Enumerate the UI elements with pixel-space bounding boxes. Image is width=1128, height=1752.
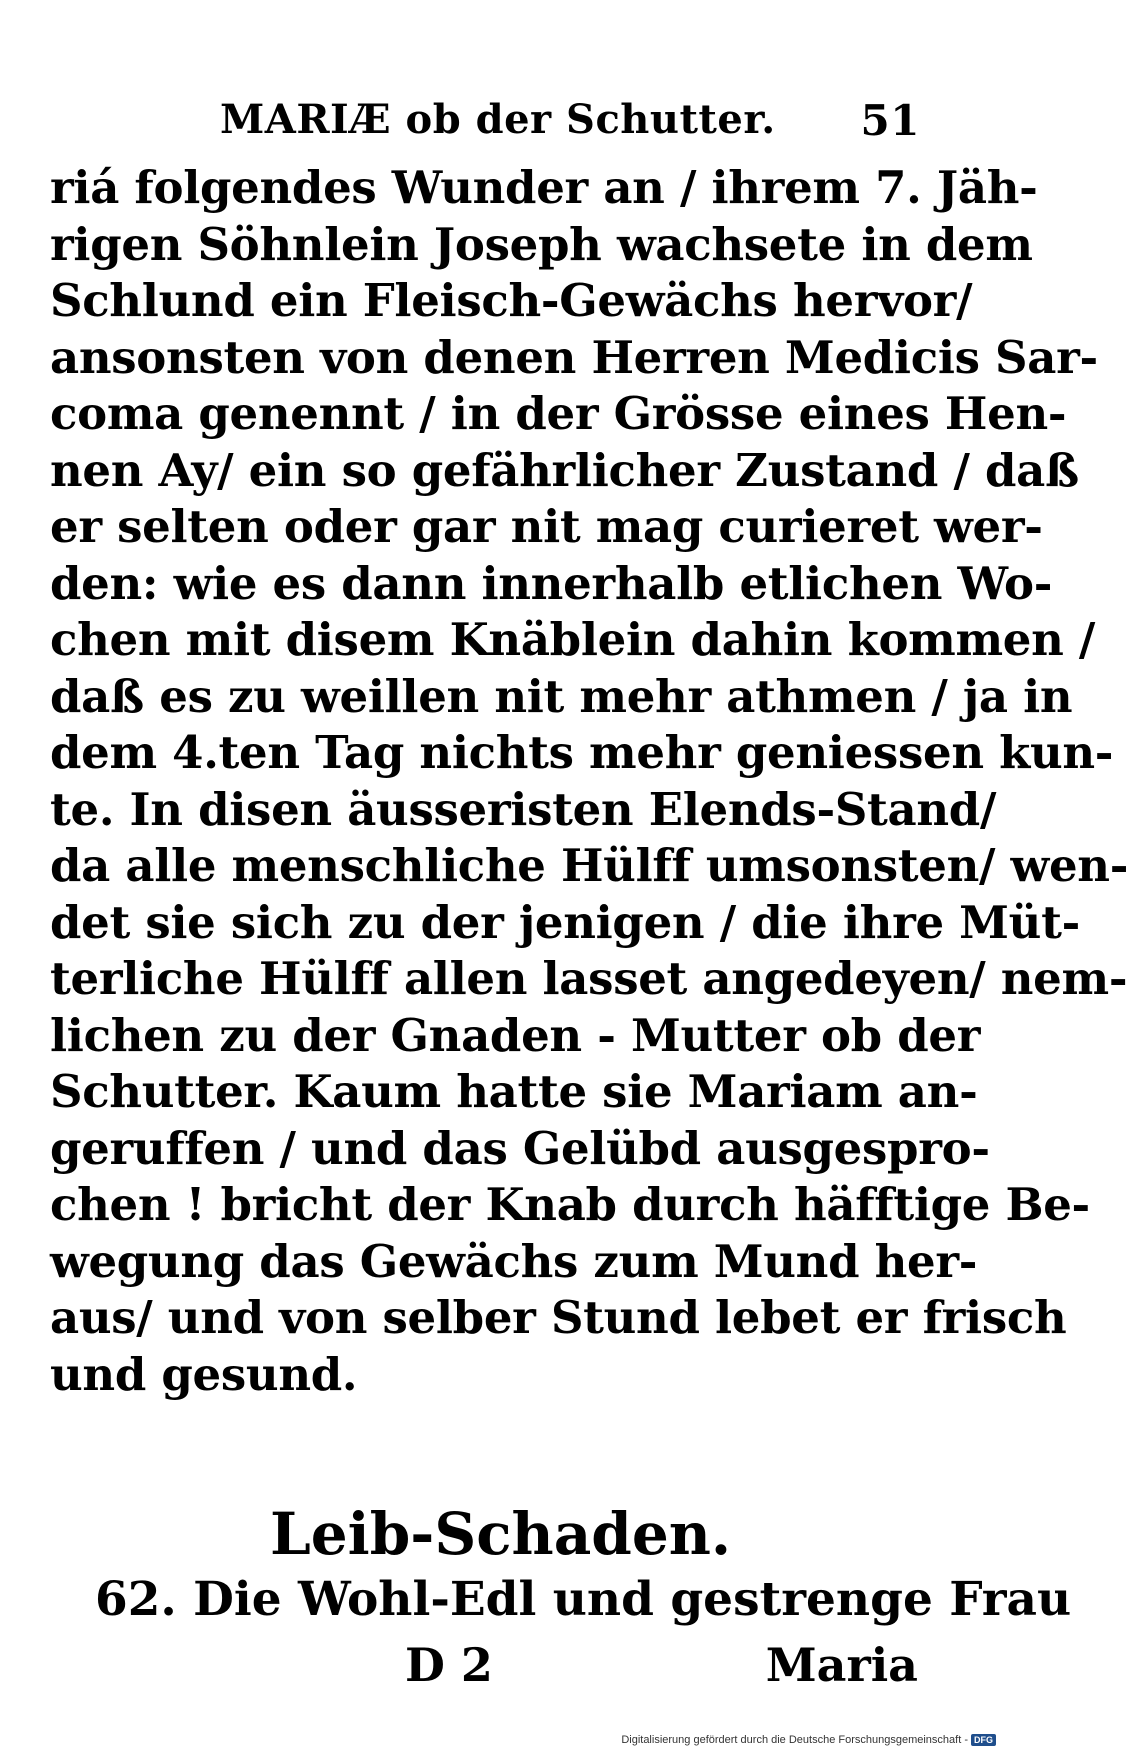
- running-head: [220, 96, 920, 156]
- text-line: geruffen / und das Gelübd ausgespro-: [50, 1121, 990, 1175]
- text-line: rigen Söhnlein Joseph wachsete in dem: [50, 217, 1033, 271]
- catchword: Maria: [765, 1638, 918, 1692]
- entry-first-line: 62. Die Wohl-Edl und gestrenge Frau: [95, 1572, 1072, 1627]
- text-line: den: wie es dann innerhalb etlichen Wo-: [50, 556, 1053, 610]
- section-heading: Leib-Schaden.: [270, 1500, 732, 1568]
- digitization-note: [621, 1734, 996, 1746]
- text-line: daß es zu weillen nit mehr athmen / ja in: [50, 669, 1073, 723]
- page-number: 51: [860, 96, 920, 145]
- text-line: und gesund.: [50, 1347, 358, 1401]
- text-line: Schutter. Kaum hatte sie Mariam an-: [50, 1065, 978, 1118]
- text-line: nen Ay/ ein so gefährlicher Zustand / daß: [50, 443, 1079, 497]
- body-text: [50, 160, 1128, 1403]
- dfg-logo-icon: DFG: [971, 1734, 996, 1746]
- digitization-note-text: Digitalisierung gefördert durch die Deutsche Forschungsgemeinschaft -: [621, 1734, 968, 1746]
- text-line: lichen zu der Gnaden - Mutter ob der: [50, 1008, 981, 1062]
- text-line: terliche Hülff allen lasset angedeyen/ nem-: [50, 952, 1128, 1005]
- text-line: ansonsten von denen Herren Medicis Sar-: [50, 330, 1098, 384]
- text-line: da alle menschliche Hülff umsonsten/ wen-: [50, 839, 1128, 892]
- text-line: aus/ und von selber Stund lebet er frisch: [50, 1291, 1067, 1344]
- text-line: te. In disen äusseristen Elends-Stand/: [50, 782, 997, 836]
- text-line: det sie sich zu der jenigen / die ihre Müt-: [50, 895, 1080, 949]
- signature-mark: D 2: [405, 1638, 493, 1692]
- text-line: Schlund ein Fleisch-Gewächs hervor/: [50, 274, 973, 327]
- text-line: chen mit disem Knäblein dahin kommen /: [50, 613, 1096, 666]
- running-title: MARIÆ ob der Schutter.: [220, 96, 776, 143]
- text-line: wegung das Gewächs zum Mund her-: [50, 1234, 978, 1288]
- text-line: chen ! bricht der Knab durch häfftige Be-: [50, 1178, 1090, 1231]
- text-line: riá folgendes Wunder an / ihrem 7. Jäh-: [50, 161, 1038, 214]
- text-line: coma genennt / in der Grösse eines Hen-: [50, 387, 1067, 440]
- text-line: er selten oder gar nit mag curieret wer-: [50, 500, 1043, 553]
- text-line: dem 4.ten Tag nichts mehr geniessen kun-: [50, 726, 1114, 779]
